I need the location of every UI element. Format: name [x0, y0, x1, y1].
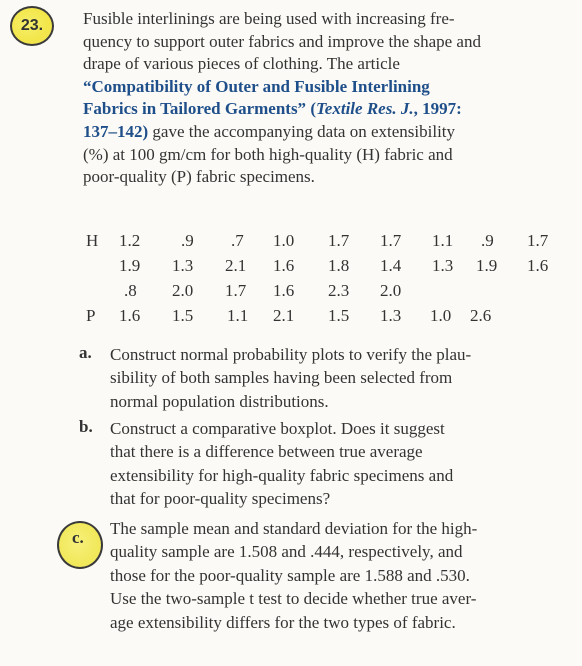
intro-line-3: drape of various pieces of clothing. The article — [83, 54, 400, 74]
part-c-line: Use the two-sample t test to decide whether true aver- — [110, 589, 477, 609]
data-value: 2.1 — [225, 256, 247, 275]
data-value: 1.5 — [172, 306, 194, 325]
data-value: 1.6 — [119, 306, 141, 325]
part-c-label: c. — [72, 528, 84, 547]
data-value: 1.1 — [227, 306, 249, 325]
part-c-line: age extensibility differs for the two types of fabric. — [110, 612, 456, 632]
part-b-line: Construct a comparative boxplot. Does it suggest — [110, 419, 445, 438]
citation-journal: Textile Res. J. — [315, 99, 414, 119]
intro-line-remaining-1: (%) at 100 gm/cm for both high-quality (H) fabric and — [83, 144, 453, 164]
data-value: 1.6 — [273, 256, 295, 275]
data-value: 1.2 — [119, 231, 141, 250]
data-value: .9 — [181, 231, 194, 250]
intro-line-1: Fusible interlinings are being used with increasing fre- — [83, 9, 455, 28]
data-value: 1.6 — [527, 256, 549, 275]
article-title-line-1: “Compatibility of Outer and Fusible Interlining — [83, 76, 430, 96]
data-value: 2.3 — [328, 281, 350, 300]
part-a-line: normal population distributions. — [110, 391, 329, 411]
problem-number-badge — [10, 6, 54, 46]
data-value: .7 — [231, 231, 244, 250]
part-b-label: b. — [79, 417, 93, 436]
part-a-line: sibility of both samples having been selected from — [110, 368, 453, 388]
data-value: 2.0 — [172, 281, 194, 300]
data-value: 1.8 — [328, 256, 350, 275]
data-value: 2.1 — [273, 306, 295, 325]
data-value: 1.7 — [527, 231, 549, 250]
data-value: 1.6 — [273, 281, 295, 300]
part-b-line: extensibility for high-quality fabric specimens and — [110, 465, 454, 485]
data-value: 1.3 — [432, 256, 454, 275]
part-b-line: that there is a difference between true average — [110, 442, 423, 462]
data-value: .9 — [481, 231, 494, 250]
citation-pages: 137–142) — [83, 121, 149, 141]
data-value: 1.7 — [225, 281, 247, 300]
part-c-line: those for the poor-quality sample are 1.588 and .530. — [110, 565, 470, 585]
part-b-line: that for poor-quality specimens? — [110, 489, 331, 509]
data-value: 1.4 — [380, 256, 402, 275]
data-value: 1.9 — [119, 256, 141, 275]
problem-number: 23. — [20, 17, 44, 34]
label-p: P — [86, 306, 96, 325]
data-value: 1.9 — [476, 256, 498, 275]
data-value: 2.6 — [470, 306, 492, 325]
part-a-label: a. — [79, 343, 92, 362]
data-value: 1.0 — [430, 306, 452, 325]
part-c-line: The sample mean and standard deviation for the high- — [110, 519, 478, 538]
data-value: 1.3 — [380, 306, 402, 325]
intro-line-2: quency to support outer fabrics and improve the shape and — [83, 31, 481, 51]
data-value: 1.7 — [380, 231, 402, 250]
citation-rest: , 1997: — [413, 99, 462, 119]
data-value: 1.5 — [328, 306, 350, 325]
part-c-line: quality sample are 1.508 and .444, respectively, and — [110, 542, 463, 562]
data-value: 1.0 — [273, 231, 295, 250]
data-value: 1.1 — [432, 231, 454, 250]
data-value: 1.7 — [328, 231, 350, 250]
part-b-text — [110, 417, 570, 511]
label-h: H — [86, 231, 99, 250]
part-a-line: Construct normal probability plots to verify the plau- — [110, 345, 472, 364]
part-a-text — [110, 343, 570, 413]
problem-statement: Fusible interlinings are being used with increasing fre- quency to support outer fabrics and improve the shape and drape of various pieces of clothing. The article “Compatibility of Outer and Fusible Interlining Fabrics in Tailored Garments” (Textile Res. J., 1997: 137–142) gave the accompanying data on extensibility (%) at 100 gm/cm for both high-quality (H) fabric and poor-quality (P) fabric specimens. — [83, 8, 563, 189]
article-title-line-2: Fabrics in Tailored Garments” — [83, 99, 307, 119]
data-value: .8 — [124, 281, 137, 300]
part-c-text — [110, 517, 570, 634]
data-value: 1.3 — [172, 256, 194, 275]
after-citation: gave the accompanying data on extensibility — [148, 121, 456, 141]
data-value: 2.0 — [380, 281, 402, 300]
intro-line-remaining-2: poor-quality (P) fabric specimens. — [83, 167, 315, 187]
